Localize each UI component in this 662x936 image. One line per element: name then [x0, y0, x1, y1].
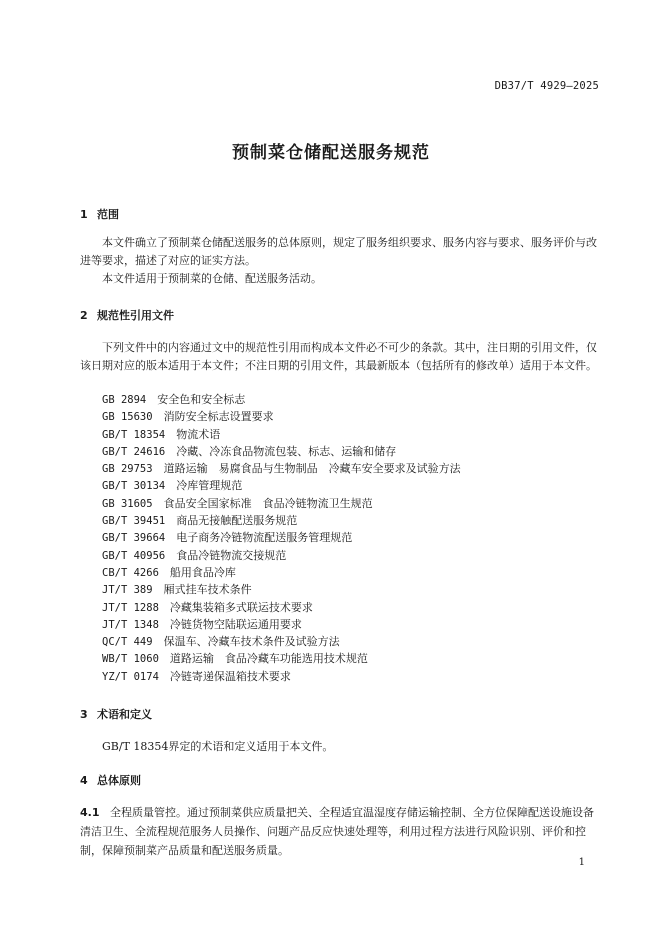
reference-code: CB/T 4266	[102, 566, 159, 579]
section-title: 范围	[97, 208, 119, 221]
section-2-paragraph-1	[80, 339, 600, 374]
reference-code: GB 2894	[102, 394, 147, 406]
section-1-heading	[80, 206, 119, 222]
section-number: 1	[80, 208, 88, 221]
reference-code: GB/T 30134	[102, 480, 166, 493]
reference-code: QC/T 449	[102, 636, 153, 649]
document-code: DB37/T 4929—2025	[494, 80, 599, 92]
reference-code: GB/T 39664	[102, 532, 166, 545]
reference-title: 安全色和安全标志	[157, 393, 246, 406]
reference-item	[102, 581, 461, 598]
reference-code: JT/T 389	[102, 584, 153, 597]
clause-text: 全程质量管控。通过预制菜供应质量把关、全程适宜温湿度存储运输控制、全方位保障配送设施设备清洁卫生、全流程规范服务人员操作、问题产品反应快速处理等，利用过程方法进行风险识别、评价和控制，保障预制菜产品质量和配送服务质量。	[80, 806, 594, 857]
reference-item	[102, 512, 461, 529]
clause-4-1	[80, 803, 600, 860]
page-number: 1	[578, 857, 585, 868]
reference-title: 保温车、冷藏车技术条件及试验方法	[163, 635, 340, 649]
section-title: 总体原则	[97, 774, 141, 787]
section-3-paragraph-1	[80, 738, 600, 756]
reference-title: 消防安全标志设置要求	[163, 410, 274, 424]
reference-item	[102, 408, 461, 425]
reference-item	[102, 391, 461, 408]
section-1-paragraph-2	[80, 270, 600, 288]
reference-code: GB/T 18354	[102, 428, 166, 441]
reference-item	[102, 460, 461, 477]
reference-title: 船用食品冷库	[169, 565, 236, 579]
reference-item	[102, 426, 461, 443]
section-title: 规范性引用文件	[97, 309, 174, 322]
section-3-heading	[80, 706, 152, 722]
reference-code: GB/T 24616	[102, 445, 166, 458]
reference-item	[102, 564, 461, 581]
reference-code: JT/T 1288	[102, 601, 159, 614]
reference-title: 冷库管理规范	[176, 479, 243, 493]
reference-title: 食品安全国家标准 食品冷链物流卫生规范	[163, 496, 373, 510]
reference-item	[102, 633, 461, 650]
reference-item	[102, 668, 461, 685]
section-2-heading	[80, 307, 174, 323]
section-number: 3	[80, 708, 88, 721]
reference-title: 冷链货物空陆联运通用要求	[169, 617, 302, 631]
reference-code: GB 15630	[102, 411, 153, 424]
reference-title: 冷藏、冷冻食品物流包装、标志、运输和储存	[176, 444, 397, 458]
reference-code: GB 31605	[102, 497, 153, 510]
reference-code: YZ/T 0174	[102, 670, 159, 683]
reference-code: GB/T 39451	[102, 515, 166, 528]
reference-title: 道路运输 食品冷藏车功能选用技术规范	[169, 652, 368, 666]
reference-code: GB/T 40956	[102, 549, 166, 562]
reference-code: GB 29753	[102, 463, 153, 476]
section-4-heading	[80, 772, 141, 788]
document-title: 预制菜仓储配送服务规范	[232, 143, 430, 163]
section-title: 术语和定义	[97, 708, 152, 721]
reference-title: 道路运输 易腐食品与生物制品 冷藏车安全要求及试验方法	[163, 462, 461, 476]
reference-item	[102, 495, 461, 512]
paragraph-text: 本文件确立了预制菜仓储配送服务的总体原则，规定了服务组织要求、服务内容与要求、服务评价与改进等要求，描述了对应的证实方法。	[80, 236, 597, 267]
reference-title: 厢式挂车技术条件	[163, 583, 252, 597]
reference-item	[102, 650, 461, 667]
reference-item	[102, 443, 461, 460]
section-number: 4	[80, 774, 88, 787]
reference-item	[102, 599, 461, 616]
paragraph-text: GB/T 18354界定的术语和定义适用于本文件。	[102, 740, 334, 753]
clause-number: 4.1	[80, 806, 100, 819]
reference-item	[102, 477, 461, 494]
reference-title: 冷链寄递保温箱技术要求	[169, 669, 291, 683]
reference-title: 电子商务冷链物流配送服务管理规范	[176, 531, 353, 545]
paragraph-text: 下列文件中的内容通过文中的规范性引用而构成本文件必不可少的条款。其中，注日期的引用文件，仅该日期对应的版本适用于本文件；不注日期的引用文件，其最新版本（包括所有的修改单）适用于本文件。	[80, 341, 597, 372]
reference-title: 物流术语	[176, 427, 221, 441]
reference-title: 商品无接触配送服务规范	[176, 514, 298, 528]
reference-item	[102, 547, 461, 564]
paragraph-text: 本文件适用于预制菜的仓储、配送服务活动。	[102, 272, 322, 285]
section-number: 2	[80, 309, 88, 322]
section-1-paragraph-1	[80, 234, 600, 269]
reference-code: JT/T 1348	[102, 618, 159, 631]
reference-title: 食品冷链物流交接规范	[176, 548, 287, 562]
reference-title: 冷藏集装箱多式联运技术要求	[169, 600, 313, 614]
normative-references-list	[102, 391, 461, 685]
reference-item	[102, 616, 461, 633]
reference-code: WB/T 1060	[102, 653, 159, 666]
reference-item	[102, 529, 461, 546]
